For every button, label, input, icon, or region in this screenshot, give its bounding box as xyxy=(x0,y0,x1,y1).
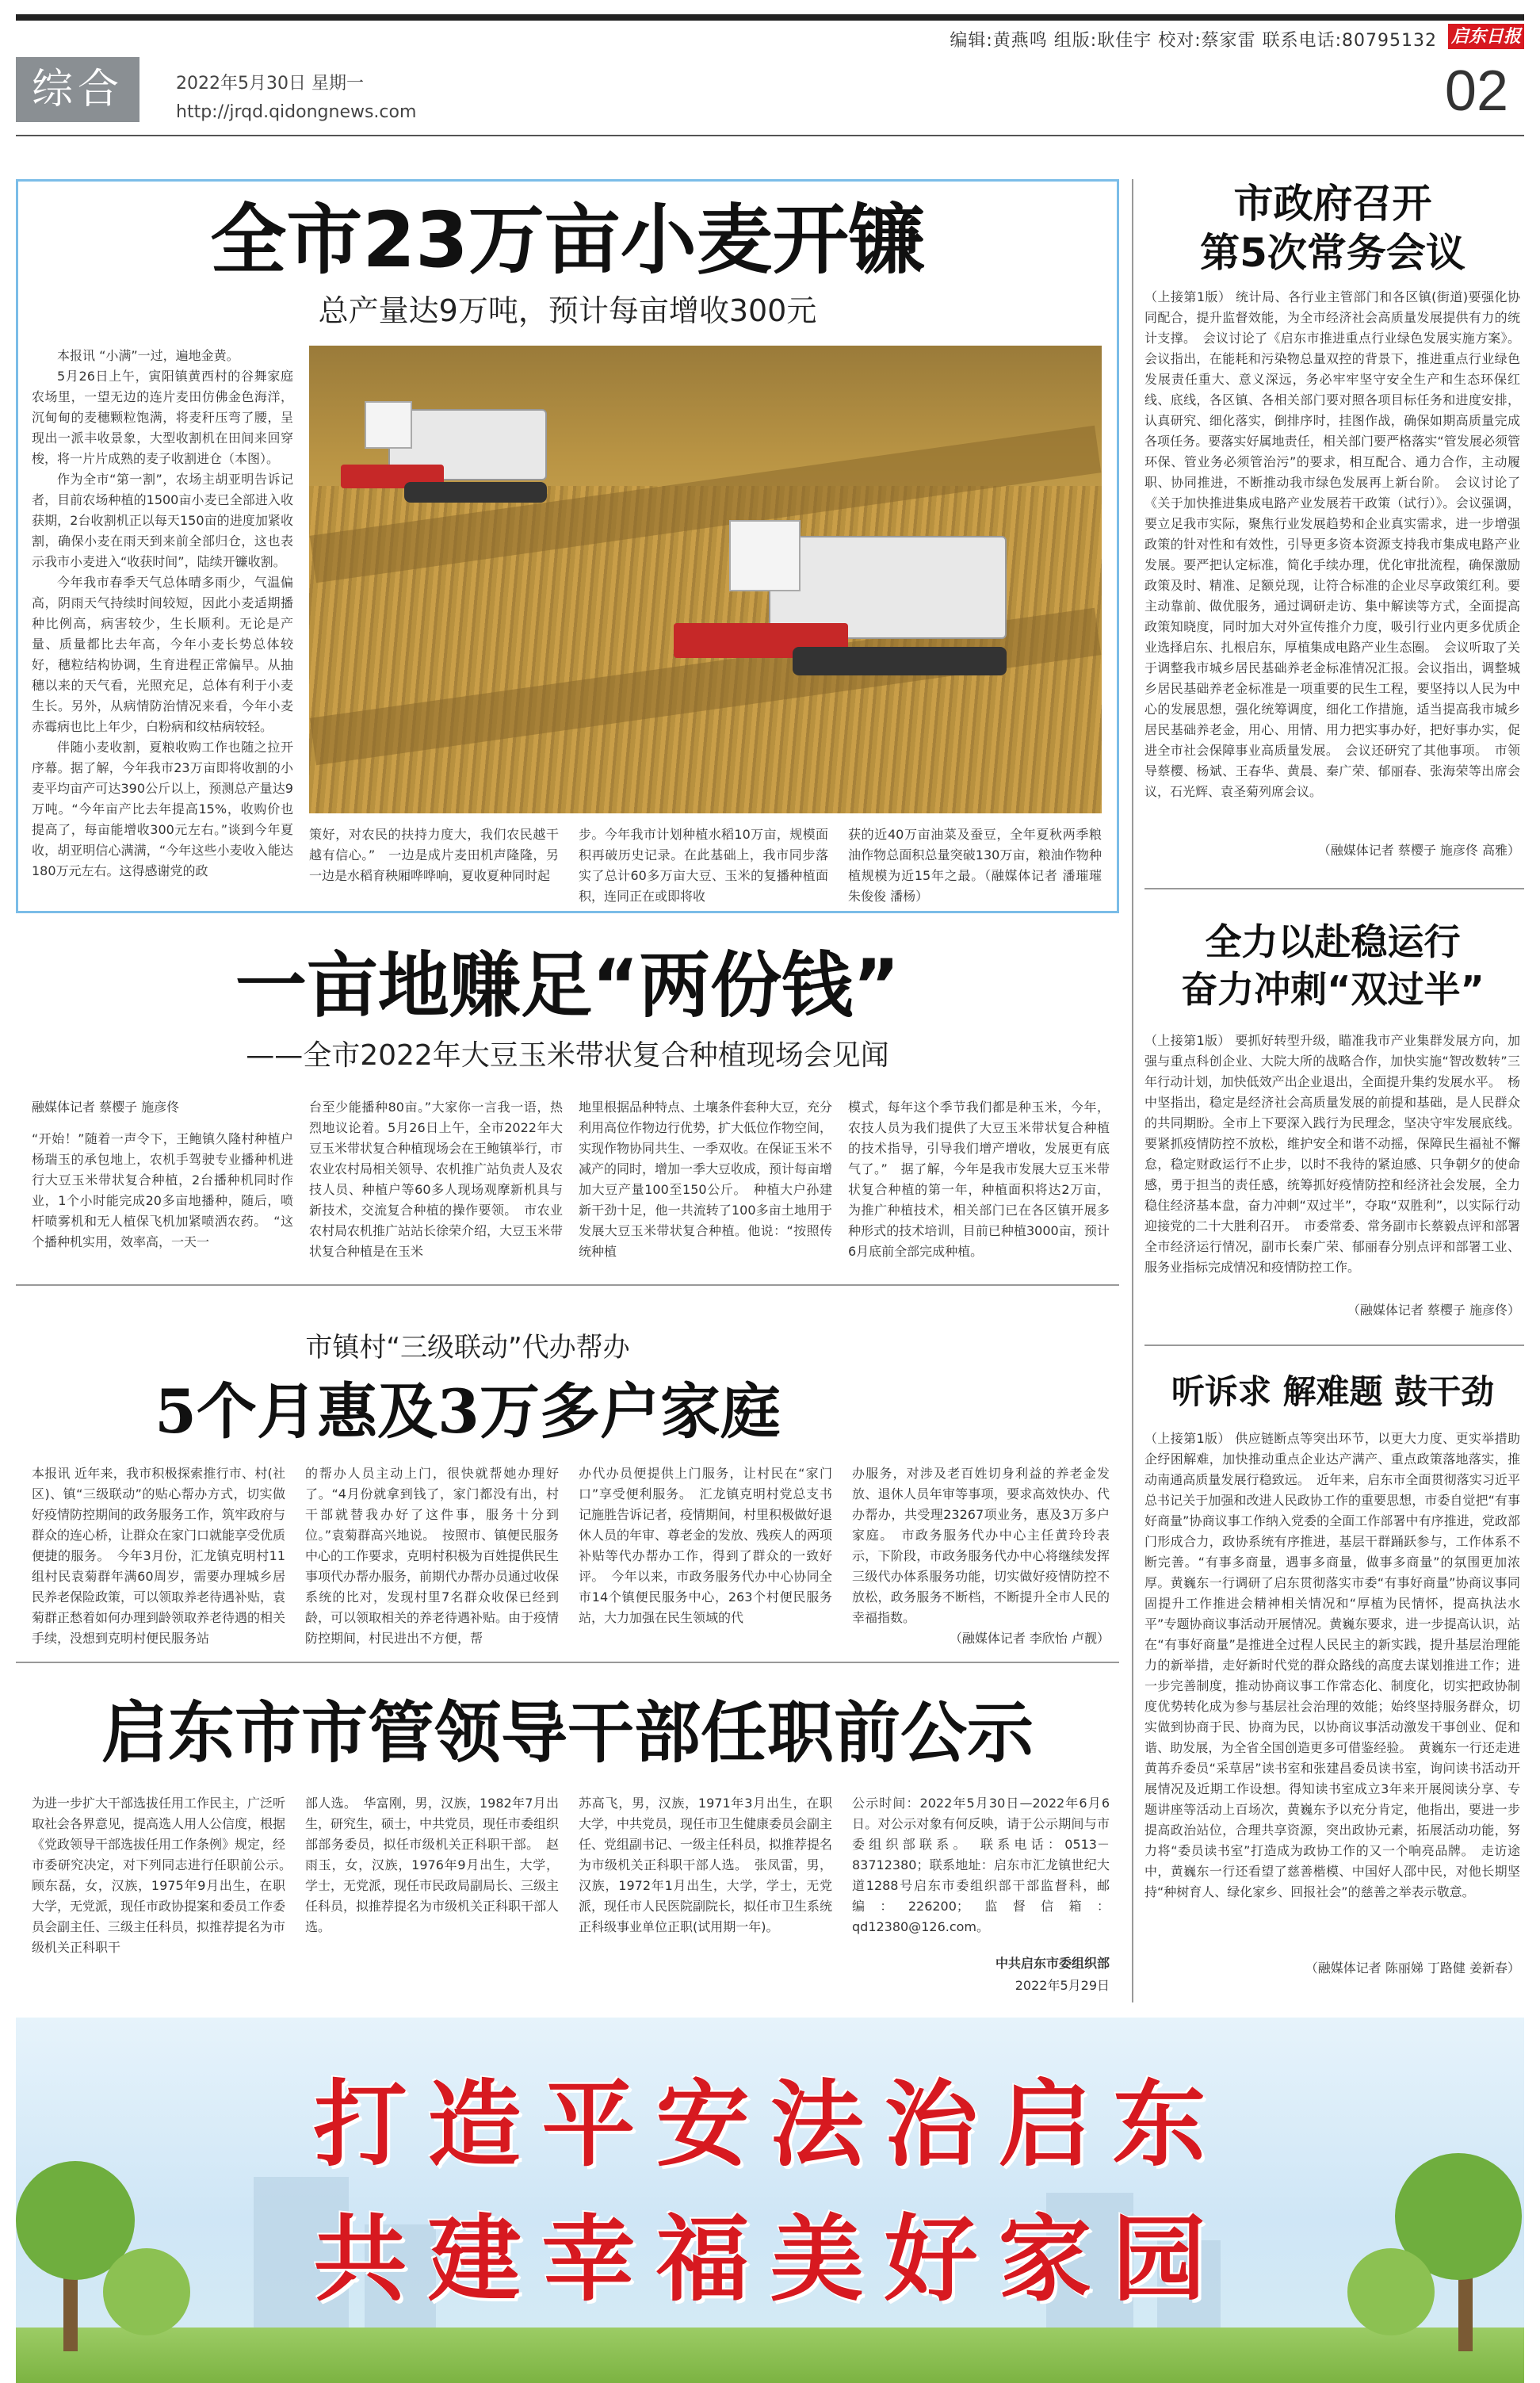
listen-byline: （融媒体记者 陈丽娣 丁路健 姜新春） xyxy=(1305,1960,1520,1976)
grass-strip xyxy=(16,2328,1524,2383)
wheat-para: 今年我市春季天气总体晴多雨少，气温偏高，阴雨天气持续时间较短，因此小麦适期播种比例高，病害较少，生长顺利。无论是产量、质量都比去年高，今年小麦长势总体较好，穗粒结构协调，生育进程正常偏早。从抽穗以来的天气看，光照充足，总体有利于小麦生长。另外，从病情防治情况来看，今年小麦赤霉病也比上年少，白粉病和纹枯病较轻。 xyxy=(32,575,293,734)
stable-title-line: 全力以赴稳运行 xyxy=(1205,920,1461,963)
wheat-harvest-photo xyxy=(309,346,1102,813)
stable-headline xyxy=(1141,918,1524,1013)
notice-col-1: 为进一步扩大干部选拔任用工作民主，广泛听取社会各界意见，提高选人用人公信度，根据《党政领导干部选拔任用工作条例》规定，经市委研究决定，对下列同志进行任职前公示。 顾东磊，女，汉族，1975年9月出生，在职大学，无党派，现任市政协提案和委员工作委员会副主任、三级主任科员，拟推荐提名为市级机关正科职干 xyxy=(32,1796,299,1955)
corn-col-4: 模式，每年这个季节我们都是种玉米，今年，农技人员为我们提供了大豆玉米带状复合种植的技术指导，引导我们增产增收，发展更有底气了。” 据了解，今年是我市发展大豆玉米带状复合种植的第一年，种植面积将达2万亩，为推广种植技术，相关部门已在各区镇开展多种形式的技术培训，目前已种植3000亩，预计6月底前全部完成种植。 xyxy=(848,1100,1110,1259)
public-banner xyxy=(16,2018,1524,2383)
corn-col-2: 台至少能播种80亩。”大家你一言我一语，热烈地议论着。5月26日上午，全市2022年大豆玉米带状复合种植现场会在王鲍镇举行，市农业农村局相关领导、农机推广站负责人及农技人员、种植户等60多人现场观摩新机具与新技术，交流复合种植的操作要领。 市农业农村局农机推广站站长徐荣介绍，大豆玉米带状复合种植是在玉米 xyxy=(309,1100,564,1259)
harvester-cab xyxy=(365,401,412,449)
stable-byline: （融媒体记者 蔡樱子 施彦佟） xyxy=(1347,1302,1520,1318)
service-col-1: 本报讯 近年来，我市积极探索推行市、村(社区)、镇“三级联动”的贴心帮办方式，切实做好疫情防控期间的政务服务工作，筑牢政府与群众的连心桥，让群众在家门口就能享受优质便捷的服务。 今年3月份，汇龙镇克明村11组村民袁菊群年满60周岁，需要办理城乡居民养老保险政策，可以领取养老待遇补贴，袁菊群正愁着如何办理到龄领取养老待遇的相关手续，没想到克明村便民服务站 xyxy=(32,1466,286,1646)
service-byline: （融媒体记者 李欣怡 卢靓） xyxy=(949,1631,1110,1646)
listen-body: （上接第1版） 供应链断点等突出环节，以更大力度、更实举措助企纾困解难，加快推动重点企业达产满产、重点政策落地落实，推动南通高质量发展行稳致远。 近年来，启东市全面贯彻落实习近平总书记关于加强和改进人民政协工作的重要思想，市委自觉把“有事好商量”协商议事工作纳入党委的全面工作部署中有序推进，党政部门形成合力，政协系统有序推进，基层干群踊跃参与，工作体系不断完善。“有事多商量，遇事多商量，做事多商量”的氛围更加浓厚。黄巍东一行调研了启东贯彻落实市委“有事好商量”协商议事同固提升工作推进会精神相关情况和“厚植为民情怀，提高执法水平”专题协商议事活动开展情况。黄巍东要求，进一步提高认识，站在“有事好商量”是推进全过程人民民主的新实践，提升基层治理能力的新举措，走好新时代党的群众路线的高度去谋划推进工作；进一步完善制度，推动协商议事工作常态化、制度化，切实把政协制度优势转化成为参与基层社会治理的效能；始终坚持服务群众，切实做到协商于民、协商为民，以协商议事活动激发干事创业、促和谐、助发展，为全省全国创造更多可借鉴经验。 黄巍东一行还走进黄苒乔委员“采草居”读书室和张建昌委员读书室，询问读书活动开展情况及近期工作设想。得知读书室成立3年来开展阅读分享、专题讲座等活动上百场次，黄巍东予以充分肯定，他指出，要进一步提高政治站位，合理共享资源，突出政协元素，拓展活动功能，努力将“委员读书室”打造成为政协工作的又一个响亮品牌。 走访途中，黄巍东一行还看望了慈善楷模、中国好人邵中民，对他长期坚持“种树育人、绿化家乡、回报社会”的慈善之举表示敬意。 xyxy=(1144,1431,1520,1899)
dateline xyxy=(176,70,416,127)
meeting-body: （上接第1版） 统计局、各行业主管部门和各区镇(街道)要强化协同配合，提升监督效能，为全市经济社会高质量发展提供有力的统计支撑。 会议讨论了《启东市推进重点行业绿色发展实施方案》。会议指出，在能耗和污染物总量双控的背景下，推进重点行业绿色发展责任重大、意义深远，务必牢牢坚守安全生产和生态环保红线、底线，各区镇、各相关部门要对照各项目标任务和进度安排，认真研究、细化落实，倒排序时，挂图作战，确保如期高质量完成各项任务。要落实好属地责任，相关部门要严格落实“管发展必须管环保、管业务必须管治污”的要求，相互配合、通力合作，主动履职、协同推进，不断推动我市绿色发展再上新台阶。 会议讨论了《关于加快推进集成电路产业发展若干政策（试行）》。会议强调，要立足我市实际，聚焦行业发展趋势和企业真实需求，进一步增强政策的针对性和有效性，引导更多资本资源支持我市集成电路产业发展。要严把认定标准，简化手续办理，优化审批流程，确保激励政策及时、精准、足额兑现，让符合标准的企业尽享政策红利。要主动靠前、做优服务，通过调研走访、集中解读等方式，全面提高政策知晓度，同时加大对外宣传推介力度，吸引行业内更多优质企业选择启东、扎根启东，厚植集成电路产业生态圈。 会议听取了关于调整我市城乡居民基础养老金标准情况汇报。会议指出，调整城乡居民基础养老金标准是一项重要的民生工程，要坚持以人民为中心的发展思想，强化统筹调度，细化工作措施，适当提高我市城乡居民基础养老金，用心、用情、用力把实事办好，把好事办实，促进全市社会保障事业高质量发展。 会议还研究了其他事项。 市领导蔡樱、杨斌、王春华、黄晨、秦广荣、郁丽春、张海荣等出席会议，石光辉、袁圣菊列席会议。 xyxy=(1144,289,1520,799)
top-rule xyxy=(16,14,1524,21)
service-col-4: 办服务，对涉及老百姓切身利益的养老金发放、退休人员年审等事项，要求高效快办、代办帮办，共受理23267项业务，惠及3万多户家庭。 市政务服务代办中心主任黄玲玲表示，下阶段，市政务服务代办中心将继续发挥三级代办体系服务功能，切实做好疫情防控不放松，政务服务不断档，不断提升全市人民的幸福指数。 xyxy=(852,1466,1110,1625)
wheat-para: 伴随小麦收割，夏粮收购工作也随之拉开序幕。据了解，今年我市23万亩即将收割的小麦平均亩产可达390公斤以上，预测总产量达9万吨。“今年亩产比去年提高15%，收购价也提高了，每亩能增收300元左右。”谈到今年夏收，胡亚明信心满满，“今年这些小麦收入能达180万元左右。这得感谢党的政 xyxy=(32,740,293,878)
wheat-para: 作为全市“第一割”，农场主胡亚明告诉记者，目前农场种植的1500亩小麦已全部进入收获期，2台收割机正以每天150亩的进度加紧收割，确保小麦在雨天到来前全部归仓，这也表示我市小麦进入“收获时间”，陆续开镰收割。 xyxy=(32,472,293,569)
issue-date: 2022年5月30日 星期一 xyxy=(176,74,364,94)
banner-slogan-2: 共建幸福美好家园 xyxy=(313,2204,1227,2314)
meeting-title-line: 市政府召开 xyxy=(1233,181,1432,227)
site-url[interactable]: http://jrqd.qidongnews.com xyxy=(176,102,417,122)
wheat-col-3: 步。今年我市计划种植水稻10万亩，规模面积再破历史记录。在此基础上，我市同步落实了总计60多万亩大豆、玉米的复播种植面积，连同正在或即将收 xyxy=(579,827,828,904)
service-kicker: 市镇村“三级联动”代办帮办 xyxy=(305,1332,630,1364)
section-label: 综合 xyxy=(16,57,139,122)
corn-subhead: ——全市2022年大豆玉米带状复合种植现场会见闻 xyxy=(246,1039,889,1072)
combine-harvester-icon xyxy=(674,512,1038,687)
section-divider xyxy=(1144,1345,1524,1346)
wheat-col-1 xyxy=(32,346,293,910)
service-col-2: 的帮办人员主动上门，很快就帮她办理好了。“4月份就拿到钱了，家门都没有出，村干部就替我办好了这件事，服务十分到位。”袁菊群高兴地说。 按照市、镇便民服务中心的工作要求，克明村积极为百姓提供民生事项代办帮办服务，前期代办帮办员通过收保系统的比对，发现村里7名群众收保已经到龄，可以领取相关的养老待遇补贴。由于疫情防控期间，村民进出不方便，帮 xyxy=(305,1466,560,1646)
notice-date: 2022年5月29日 xyxy=(1015,1978,1110,1993)
notice-headline: 启东市市管领导干部任职前公示 xyxy=(101,1694,1034,1772)
harvester-track xyxy=(404,482,547,503)
meeting-headline xyxy=(1141,179,1524,277)
corn-byline: 融媒体记者 蔡樱子 施彦佟 xyxy=(32,1100,180,1115)
notice-col-2: 部人选。 华富刚，男，汉族，1982年7月出生，研究生，硕士，中共党员，现任市委组织部部务委员，拟任市级机关正科职干部。 赵雨玉，女，汉族，1976年9月出生，大学，学士，无党派，现任市民政局副局长、三级主任科员，拟推荐提名为市级机关正科职干部人选。 xyxy=(305,1796,560,1934)
meeting-byline: （融媒体记者 蔡樱子 施彦佟 高雅） xyxy=(1317,843,1520,858)
section-divider xyxy=(16,1662,1119,1663)
banner-slogan-1: 打造平安法治启东 xyxy=(313,2069,1227,2179)
column-divider xyxy=(1132,179,1133,2002)
wheat-para: 5月26日上午，寅阳镇黄西村的谷舞家庭农场里，一望无边的连片麦田仿佛金色海洋，沉甸甸的麦穗颗粒饱满，将麦秆压弯了腰，呈现出一派丰收景象，大型收割机在田间来回穿梭，将一片片成熟的麦子收割进仓（本图）。 xyxy=(32,369,293,466)
wheat-para: 本报讯 “小满”一过，遍地金黄。 xyxy=(57,348,239,363)
notice-issuer: 中共启东市委组织部 xyxy=(995,1956,1110,1971)
corn-col-1: “开始！”随着一声令下，王鲍镇久隆村种植户杨瑞玉的承包地上，农机手驾驶专业播种机进行大豆玉米带状复合种植，2台播种机同时作业，1个小时能完成20多亩地播种，随后，喷杆喷雾机和无人植保飞机加紧喷洒农药。 “这个播种机实用，效率高，一天一 xyxy=(32,1131,293,1249)
stable-title-line: 奋力冲刺“双过半” xyxy=(1181,968,1485,1011)
harvester-track xyxy=(793,647,1007,675)
meeting-title-line: 第5次常务会议 xyxy=(1200,230,1465,276)
service-col-3: 办代办员便提供上门服务，让村民在“家门口”享受便利服务。 汇龙镇克明村党总支书记施胜告诉记者，疫情期间，村里积极做好退休人员的年审、尊老金的发放、残疾人的两项补贴等代办帮办工作，得到了群众的一致好评。 今年以来，市政务服务代办中心协同全市14个镇便民服务中心，263个村便民服务站，大力加强在民生领域的代 xyxy=(579,1466,833,1625)
notice-col-3: 苏高飞，男，汉族，1971年3月出生，在职大学，中共党员，现任市卫生健康委员会副主任、党组副书记、一级主任科员，拟推荐提名为市级机关正科职干部人选。 张凤雷，男，汉族，1972年1月出生，大学，学士，无党派，现任市人民医院副院长，拟任市卫生系统正科级事业单位正职(试用期一年)。 xyxy=(579,1796,833,1934)
masthead-divider xyxy=(16,135,1524,136)
section-divider xyxy=(16,1284,1119,1286)
section-divider xyxy=(1144,888,1524,889)
service-headline: 5个月惠及3万多户家庭 xyxy=(155,1376,781,1447)
corn-col-3: 地里根据品种特点、土壤条件套种大豆，充分利用高位作物边行优势，扩大低位作物空间，实现作物协同共生、一季双收。在保证玉米不减产的同时，增加一季大豆收成，预计每亩增加大豆产量100至150公斤。 种植大户孙建新干劲十足，他一共流转了100多亩土地用于发展大豆玉米带状复合种植。他说：“按照传统种植 xyxy=(579,1100,833,1259)
wheat-subhead: 总产量达9万吨，预计每亩增收300元 xyxy=(318,293,817,328)
editors-line: 编辑:黄燕鸣 组版:耿佳宇 校对:蔡家雷 联系电话:80795132 xyxy=(950,31,1437,51)
stable-body: （上接第1版） 要抓好转型升级，瞄准我市产业集群发展方向，加强与重点科创企业、大院大所的战略合作，加快实施“智改数转”三年行动计划，加快低效产出企业退出，全面提升集约发展水平。 杨中坚指出，稳定是经济社会高质量发展的前提和基础，是人民群众的共同期盼。全市上下要深入践行为民理念，坚决守牢发展底线。要紧抓疫情防控不放松，维护安全和谐不动摇，保障民生福祉不懈怠，稳定财政运行不止步，以时不我待的紧迫感、只争朝夕的使命感，勇于担当的责任感，统筹抓好疫情防控和经济社会发展，全力稳住经济基本盘，奋力冲刺“双过半”，夺取“双胜利”，以实际行动迎接党的二十大胜利召开。 市委常委、常务副市长蔡毅点评和部署全市经济运行情况，副市长秦广荣、郁丽春分别点评和部署工业、服务业指标完成情况和疫情防控工作。 xyxy=(1144,1033,1520,1275)
page-number: 02 xyxy=(1444,59,1508,123)
newspaper-logo: 启东日报 xyxy=(1448,24,1524,49)
combine-harvester-icon xyxy=(341,393,579,512)
wheat-col-4: 获的近40万亩油菜及蚕豆，全年夏秋两季粮油作物总面积总量突破130万亩，粮油作物种植规模为近15年之最。（融媒体记者 潘璀璀 朱俊俊 潘杨） xyxy=(848,827,1102,904)
corn-headline: 一亩地赚足“两份钱” xyxy=(235,944,900,1027)
listen-headline: 听诉求 解难题 鼓干劲 xyxy=(1171,1372,1495,1411)
wheat-col-2: 策好，对农民的扶持力度大，我们农民越干越有信心。” 一边是成片麦田机声隆隆，另一边是水稻育秧厢哗哗响，夏收夏种同时起 xyxy=(309,827,559,883)
wheat-headline: 全市23万亩小麦开镰 xyxy=(210,196,925,285)
harvester-cab xyxy=(729,520,801,591)
notice-col-4: 公示时间：2022年5月30日—2022年6月6日。对公示对象有何反映，请于公示期间与市委组织部联系。 联系电话：0513－83712380；联系地址：启东市汇龙镇世纪大道1288号启东市委组织部干部监督科，邮编：226200；监督信箱：qd12380@126.com。 xyxy=(852,1796,1110,1934)
